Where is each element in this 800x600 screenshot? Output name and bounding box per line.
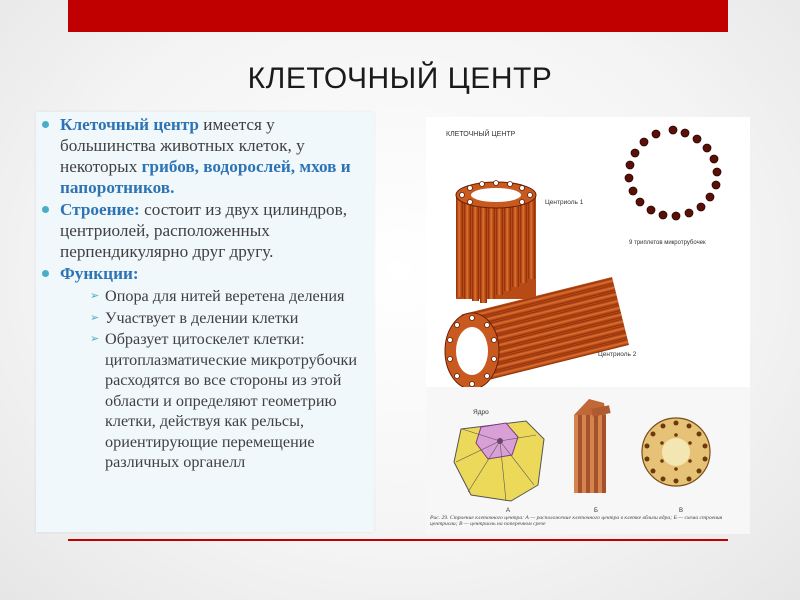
label-centriole-2: Центриоль 2: [598, 351, 637, 358]
definition-text: имеется у большинства животных клеток, у некоторых: [60, 115, 305, 176]
arrow-bullet-icon: ➢: [90, 332, 100, 345]
top-accent-bar: [68, 0, 728, 32]
structure-text: состоит из двух цилиндров, центриолей, расположенных перпендикулярно друг другу.: [60, 200, 347, 261]
function-item: ➢ Образует цитоскелет клетки: цитоплазматические микротрубочки расходятся во все стороны из этой области и определяют геометрию клетки, действуя как рельсы, ориентирующие перемещение различных органелл: [90, 330, 358, 471]
figure-panel: [426, 117, 750, 534]
term-functions: Функции:: [60, 264, 139, 283]
function-item: ➢ Участвует в делении клетки: [90, 308, 299, 327]
cell-with-nucleus-icon: [454, 421, 544, 501]
bullet-functions: [36, 263, 374, 473]
centriole-1-icon: [456, 181, 536, 304]
bullet-structure: [36, 199, 374, 262]
figure-heading: КЛЕТОЧНЫЙ ЦЕНТР: [446, 131, 516, 138]
label-triplets: 9 триплетов микротрубочек: [629, 240, 706, 246]
term-structure: Строение:: [60, 200, 140, 219]
label-c: В: [679, 508, 684, 514]
bullet-list: [36, 112, 374, 473]
text-panel: [36, 112, 374, 532]
label-b: Б: [594, 508, 598, 514]
centriole-cross-section-icon: [642, 418, 710, 486]
label-centriole-1: Центриоль 1: [545, 199, 584, 206]
bullet-definition: [36, 114, 374, 198]
organism-list: грибов, водорослей, мхов и папоротников.: [60, 157, 351, 197]
arrow-bullet-icon: ➢: [90, 310, 100, 324]
triplet-ring-icon: [625, 126, 721, 220]
arrow-bullet-icon: ➢: [90, 289, 100, 302]
centriole-schematic-icon: [574, 399, 611, 493]
label-nucleus: Ядро: [473, 409, 489, 416]
bottom-accent-line: [68, 539, 728, 541]
figure-caption: Рис. 29. Строение клеточного центра: А — расположение клеточного центра в клетке вблизи ядра; Б — схема строения центриоли; В — центриоль на поперечном срезе: [430, 515, 723, 528]
term-cell-center: Клеточный центр: [60, 115, 199, 134]
functions-list: [60, 286, 374, 473]
centrosome-illustration: [426, 117, 750, 534]
slide-title: КЛЕТОЧНЫЙ ЦЕНТР: [247, 62, 553, 95]
function-item: ➢ Опора для нитей веретена деления: [90, 287, 345, 305]
label-a: А: [506, 508, 511, 514]
